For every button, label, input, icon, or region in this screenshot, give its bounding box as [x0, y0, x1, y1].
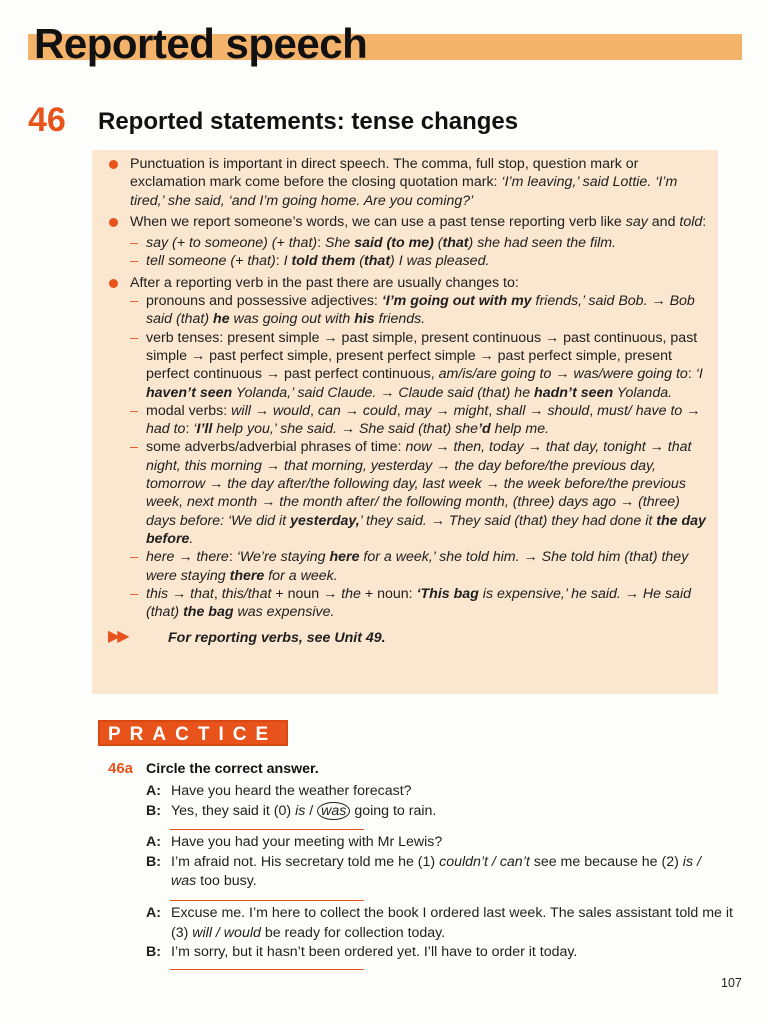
bold: he	[213, 311, 230, 328]
text: I	[283, 253, 292, 270]
bullet-dot-icon	[109, 279, 118, 288]
line-text: going to rain.	[350, 802, 437, 819]
term: might	[453, 402, 489, 419]
dialogue-3	[146, 904, 739, 963]
text: verb tenses: present simple → past simple, present continuous → past continuous, past simple → past perfect simple, present perfect simple → past perfect simple, present perfect continuous → past perfect continuous,	[146, 329, 698, 383]
term: that	[190, 585, 214, 602]
term: would	[272, 402, 311, 419]
term: am/is/are going to	[438, 366, 552, 383]
term: this	[146, 585, 169, 602]
speaker-label: B:	[146, 944, 161, 960]
pattern: say (+ to someone) (+ that)	[146, 235, 318, 252]
term: may	[404, 402, 432, 419]
bullet-punctuation	[92, 155, 708, 210]
bold: that	[442, 235, 469, 252]
dialogue-2	[146, 833, 724, 892]
text: ‘We’re staying	[236, 549, 330, 566]
circled-answer[interactable]: was	[317, 802, 350, 820]
dash-marker: –	[130, 585, 138, 602]
grammar-explanation-box	[92, 150, 718, 694]
text: →	[340, 402, 363, 419]
text: help me.	[490, 421, 550, 438]
text: .	[189, 530, 194, 547]
unit-title: Reported statements: tense changes	[98, 108, 519, 135]
text: :	[317, 235, 326, 252]
term: told	[679, 213, 703, 230]
line-text: I’m afraid not. His secretary told me he (1)	[171, 853, 440, 870]
bullet-text: After a reporting verb in the past there are usually changes to:	[130, 274, 519, 291]
pattern: tell someone (+ that)	[146, 253, 276, 270]
bullet-reporting-verb	[92, 213, 708, 231]
double-arrow-icon: ▶▶	[108, 628, 127, 646]
term: was/were going to	[573, 366, 688, 383]
bold: said	[354, 235, 383, 252]
line-text: Excuse me. I’m here to collect the book I ordered last week. The sales assistant told me it (3)	[171, 905, 733, 941]
cross-reference-text: For reporting verbs, see Unit 49.	[168, 630, 386, 647]
text: She	[325, 235, 355, 252]
text: pronouns and possessive adjectives:	[146, 293, 382, 310]
text: + noun →	[271, 585, 342, 602]
dialogue-line	[146, 904, 739, 943]
answer-option[interactable]: is	[295, 802, 306, 819]
text: :	[228, 549, 237, 566]
text: ,	[396, 402, 405, 419]
bold: here	[329, 549, 360, 566]
line-text: Have you heard the weather forecast?	[171, 783, 412, 799]
text: ) I was pleased.	[390, 253, 490, 270]
dialogue-line	[146, 802, 436, 822]
bold: his	[354, 311, 375, 328]
bold: that	[364, 253, 391, 270]
text: ,	[589, 402, 598, 419]
line-text: be ready for collection today.	[260, 924, 446, 941]
bullet-text: Punctuation is important in direct speech. The comma, full stop, question mark or exclamation mark come before the closing quotation mark:	[130, 156, 639, 191]
dash-marker: –	[130, 293, 138, 310]
answer-line	[170, 829, 364, 830]
bold: (to me)	[386, 235, 434, 252]
term: this/that	[221, 585, 272, 602]
dash-marker: –	[130, 549, 138, 566]
speaker-label: A:	[146, 905, 161, 921]
dash-marker: –	[130, 235, 138, 252]
line-text: too busy.	[196, 873, 257, 889]
text: ‘I	[695, 366, 703, 383]
term: could	[362, 402, 397, 419]
bullet-dot-icon	[109, 218, 118, 227]
bold: hadn’t seen	[534, 384, 614, 401]
sub-item-verb-tenses	[92, 329, 708, 402]
text: + noun:	[360, 585, 417, 602]
bullet-dot-icon	[109, 160, 118, 169]
sub-item-say	[92, 234, 708, 252]
text: friends.	[374, 311, 426, 328]
line-text: /	[305, 802, 318, 819]
text: some adverbs/adverbial phrases of time:	[146, 439, 406, 456]
text: →	[682, 402, 701, 419]
text: ,	[213, 585, 222, 602]
dialogue-line	[146, 853, 724, 892]
term: say	[625, 213, 648, 230]
sub-item-adverbs-time	[92, 438, 708, 548]
text: now → then, today → that day, tonight → that night, this morning → that morning, yesterday → the day before/the previous day, tomorrow → the day after/the following day, last week → the week before/the previous week, next month → the month after/ the following month, (three) days ago → (three) days before: ‘We did it	[146, 439, 692, 529]
text: was expensive.	[233, 604, 335, 621]
sub-item-modal-verbs	[92, 402, 708, 439]
text: →	[431, 402, 454, 419]
term: there	[196, 549, 229, 566]
page-title: Reported speech	[34, 20, 368, 67]
term: can	[317, 402, 341, 419]
text: :	[275, 253, 284, 270]
term: had to	[146, 421, 186, 438]
term: should	[547, 402, 590, 419]
answer-option[interactable]: will / would	[192, 924, 261, 941]
term: here	[146, 549, 175, 566]
text: →	[551, 366, 574, 383]
bold: the day before	[146, 512, 706, 547]
sub-item-this-that	[92, 585, 708, 622]
text: modal verbs:	[146, 402, 232, 419]
cross-reference[interactable]	[92, 629, 708, 647]
text: →	[525, 402, 548, 419]
exercise-instruction: Circle the correct answer.	[146, 761, 319, 777]
bold: yesterday,	[290, 512, 360, 529]
unit-number: 46	[28, 101, 66, 139]
sub-item-pronouns	[92, 292, 708, 329]
answer-line	[170, 900, 364, 901]
text: is expensive,’ he said. → He said (that)	[146, 585, 691, 621]
line-text: I’m sorry, but it hasn’t been ordered yet. I’ll have to order it today.	[171, 944, 578, 960]
bold: there	[229, 567, 265, 584]
bullet-text: When we report someone’s words, we can use a past tense reporting verb like	[130, 213, 626, 230]
text: help you,’ she said. → She said (that) she	[212, 421, 479, 438]
dash-marker: –	[130, 329, 138, 346]
dialogue-line	[146, 943, 739, 963]
bold: ’d	[478, 421, 491, 438]
exercise-number: 46a	[108, 760, 134, 777]
bullet-text: :	[702, 213, 707, 230]
text: for a week,’ she told him. → She told him (that) they were staying	[146, 549, 689, 584]
example-text: ‘I’m leaving,’ said Lottie. ‘I’m tired,’ she said, ‘and I’m going home. Are you coming?’	[130, 174, 678, 209]
line-text: see me because he (2)	[529, 853, 683, 870]
bold: ‘I’m going out with	[381, 293, 512, 310]
speaker-label: B:	[146, 853, 161, 870]
text: ,	[488, 402, 497, 419]
answer-option[interactable]: is / was	[171, 853, 701, 889]
term: shall	[496, 402, 526, 419]
term: will	[231, 402, 251, 419]
page-number: 107	[721, 976, 742, 990]
text: (	[355, 253, 365, 270]
term: must/ have to	[597, 402, 683, 419]
text: was going out with	[229, 311, 355, 328]
text: Yolanda,’ said Claude. → Claude said (that) he	[232, 384, 535, 401]
answer-line	[170, 969, 364, 970]
speaker-label: A:	[146, 834, 161, 850]
text: friends,’ said Bob. → Bob said (that)	[146, 293, 695, 328]
answer-option[interactable]: couldn’t / can’t	[439, 853, 530, 870]
text: ‘	[193, 421, 197, 438]
text: →	[250, 402, 273, 419]
speaker-label: B:	[146, 802, 161, 819]
dialogue-line	[146, 782, 436, 802]
bullet-changes	[92, 274, 708, 292]
bullet-text: and	[647, 213, 680, 230]
dash-marker: –	[130, 253, 138, 270]
dialogue-1	[146, 782, 436, 821]
speaker-label: A:	[146, 783, 161, 799]
dash-marker: –	[130, 439, 138, 456]
text: (	[433, 235, 443, 252]
bold: haven’t seen	[146, 384, 233, 401]
text: ) she had seen the film.	[468, 235, 617, 252]
bold: told them	[291, 253, 356, 270]
text: ,	[310, 402, 318, 419]
dash-marker: –	[130, 402, 138, 419]
term: the	[341, 585, 361, 602]
text: Yolanda.	[613, 384, 673, 401]
practice-banner: PRACTICE	[98, 720, 288, 746]
bold: my	[511, 293, 532, 310]
text: :	[687, 366, 696, 383]
line-text: Have you had your meeting with Mr Lewis?	[171, 834, 443, 850]
sub-item-here-there	[92, 548, 708, 585]
line-text: Yes, they said it (0)	[171, 802, 296, 819]
dialogue-line	[146, 833, 724, 853]
text: :	[185, 421, 194, 438]
bold: ‘This bag	[416, 585, 479, 602]
text: for a week.	[264, 567, 338, 584]
text: ’ they said. → They said (that) they had done it	[359, 512, 657, 529]
sub-item-tell	[92, 252, 708, 270]
bold: the bag	[183, 604, 234, 621]
text: →	[168, 585, 191, 602]
bold: I’ll	[196, 421, 213, 438]
text: →	[174, 549, 197, 566]
